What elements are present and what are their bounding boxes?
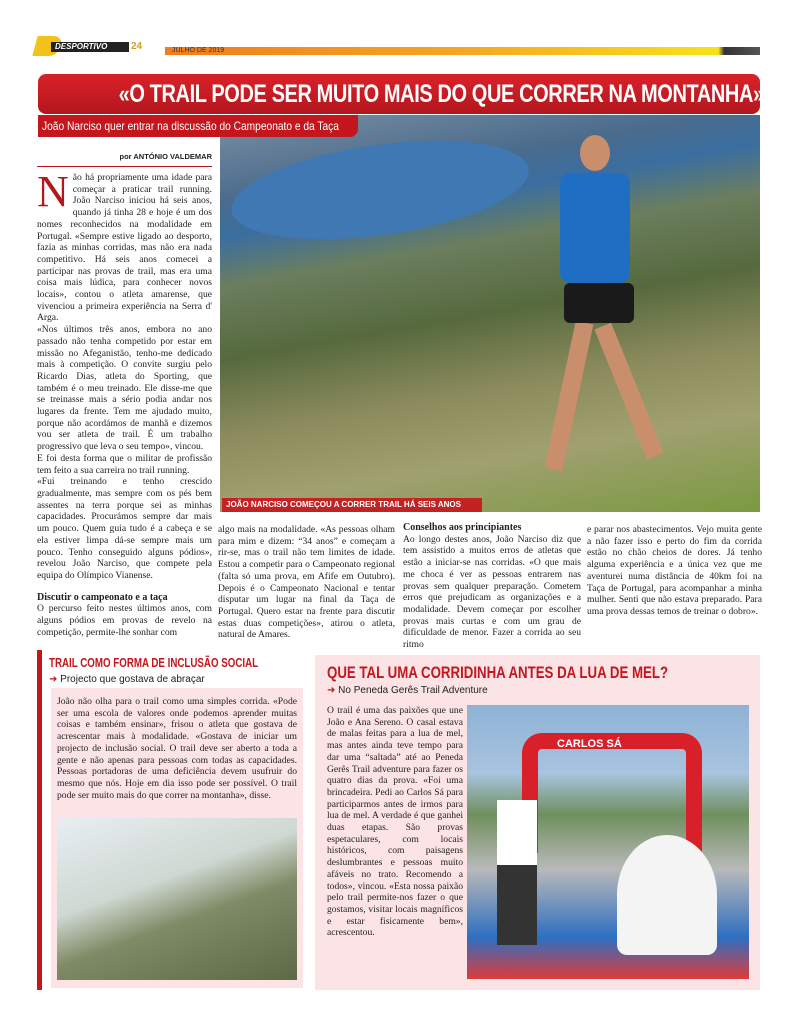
subheadline-text: João Narciso quer entrar na discussão do Campeonato e da Taça: [42, 119, 339, 133]
paragraph: «Nos últimos três anos, embora no ano passado não tenha competido por estar em missão no Afeganistão, tenho-me dedicado mais à competição. O convite surgiu pelo Ricardo Dias, atleta do Sporting, que também é o meu treinado. Ele disse-me que se treinasse mais a sério podia andar nos lugares da frente. Tem me ajudado muito, porque não acordámos de manhã e dizemos vou ser atleta de trail. É um trabalho progressivo que leva o seu tempo», vincou.: [37, 324, 212, 453]
box-title-text: TRAIL COMO FORMA DE INCLUSÃO SOCIAL: [49, 656, 259, 670]
header-bar: [165, 47, 760, 55]
headline: [38, 74, 764, 114]
lake: [225, 125, 535, 256]
newspaper-logo: [35, 36, 153, 56]
section-heading: Conselhos aos principiantes: [403, 522, 522, 533]
groom-figure: [497, 800, 537, 945]
issue-date: JULHO DE 2019: [172, 47, 225, 54]
drop-cap: N: [37, 167, 69, 216]
headline-text: «O TRAIL PODE SER MUITO MAIS DO QUE CORRER NA MONTANHA»: [118, 80, 764, 108]
paragraph: João não olha para o trail como uma simples corrida. «Pode ser uma escola de valores onde podemos aprender muitas coisas e também ensinar», frisou o atleta que gostava de acrescentar mais à modalidade. «Gostava de iniciar um projecto de inclusão social. O trail deve ser aberto a toda a gente e não apenas para pessoas com todas as capacidades. Pessoas portadoras de uma deficiência devem usufruir do mesmo que nós. Hoje em dia isso pode ser possível. O trail pode ser muito mais do que correr na montanha», disse.: [57, 696, 297, 801]
paragraph: Ao longo destes anos, João Narciso diz que tem assistido a muitos erros de atletas que estão a iniciar-se nas corridas. «O que mais me choca é ver as pessoas entrarem nas provas sem qualquer preparação. Cometem erros que prejudicam as organizações e a modalidade. Devem começar por escolher provas mais curtas e com um grau de dificuldade de menor. Fazer a corrida ao seu ritmo: [403, 533, 581, 651]
section-heading: Discutir o campeonato e a taça: [37, 591, 168, 603]
paragraph: E foi desta forma que o militar de profissão tem feito a sua carreira no trail running.: [37, 452, 212, 476]
paragraph: O percurso feito nestes últimos anos, com alguns pódios em provas de revelo na competição, permite-lhe sonhar com: [37, 603, 212, 638]
photo-caption: JOÃO NARCISO COMEÇOU A CORRER TRAIL HÁ SEIS ANOS: [222, 498, 482, 512]
arrow-icon: ➜: [49, 674, 61, 685]
byline: por ANTÓNIO VALDEMAR: [37, 152, 212, 167]
bride-figure: [617, 835, 717, 955]
sidebar-box-honeymoon: [315, 655, 760, 990]
main-photo: [220, 115, 760, 512]
article-column-1: [37, 167, 212, 638]
page-number: 24: [131, 41, 143, 52]
arrow-icon: ➜: [327, 685, 339, 696]
box-subtitle: [49, 674, 205, 685]
box-title: [327, 663, 764, 683]
accent-bar: [37, 650, 42, 990]
arch-banner: CARLOS SÁ: [557, 738, 622, 750]
box-title-text: QUE TAL UMA CORRIDINHA ANTES DA LUA DE MEL?: [327, 663, 669, 682]
box-body: [51, 688, 303, 988]
sidebar-box-inclusion: [37, 650, 303, 990]
box-title: [49, 654, 317, 672]
paragraph: e parar nos abastecimentos. Vejo muita gente a não fazer isso e perto do fim da corrida estão no chão cheios de dores. Já tenho alguma experiência e a única vez que me aventurei numa distância de 40km foi na Taça de Portugal, para acompanhar a minha mulher. Senti que não estava preparado. Para uma prova dessas temos de treinar o dobro».: [587, 524, 762, 617]
paragraph: algo mais na modalidade. «As pessoas olham para mim e dizem: “34 anos” e começam a rir-se, mas o trail não tem limites de idade. Estou a competir para o Campeonato regional (falta só uma prova, em Afife em Outubro). Depois é o Campeonato Nacional e tentar disputar um lugar na final da Taça de Portugal. Quero estar na frente para discutir estas duas competições», atirou o atleta, natural de Amares.: [218, 524, 395, 641]
paragraph: «Fui treinando e tenho crescido gradualmente, mas sempre com os pés bem assentes na terra porque sei as minhas capacidades. Procurámos sempre dar mais um pouco. Quem guia tudo é a cabeça e se ela estiver limpa dá-se sempre mais um pouco. Tenho conseguido alguns pódios», revelou João Narciso, que compete pela equipa do Olímpico Vianense.: [37, 476, 212, 581]
subheadline: [38, 115, 358, 137]
box-subtitle-text: No Peneda Gerês Trail Adventure: [338, 685, 488, 696]
wedding-race-photo: [467, 705, 749, 979]
article-column-4: [587, 524, 762, 618]
article-column-3: [403, 522, 581, 651]
paragraph: O trail é uma das paixões que une João e Ana Sereno. O casal estava de malas feitas para a lua de mel, mas antes ainda teve tempo para dar uma “saltada” até ao Peneda Gerês Trail adventure para fazer os quatro dias da prova. «Foi uma brincadeira. Pedi ao Carlos Sá para participarmos antes de irmos para lua de mel. A verdade é que ganhei duas etapas. São provas espetaculares, com locais históricos, com paisagens deslumbrantes e pessoas muito afáveis no trato. Recomendo a todos», vincou. «Esta nossa paixão pelo trail permite-nos fazer o que gostamos, visitar locais magníficos e estar fisicamente bem», acrescentou.: [327, 705, 463, 939]
runner-figure: [550, 135, 660, 495]
paragraph: ão há propriamente uma idade para começar a praticar trail running. João Narciso iniciou há seis anos, quando já tinha 28 e hoje é um dos nomes reconhecidos na modalidade em Portugal. «Sempre estive ligado ao desporto, fazia as minhas corridas, mas não era nada competitivo. Há seis anos comecei a participar nas provas de trail, mas era uma coisa mais lúdica, para conhecer novos locais», contou o atleta amarense, que vivenciou a primeira experiência na Serra d' Arga.: [37, 172, 212, 324]
box-subtitle: [327, 685, 488, 696]
article-column-2: [218, 524, 395, 641]
section-name: DESPORTIVO: [51, 42, 129, 52]
runner-photo: [57, 818, 297, 980]
box-subtitle-text: Projecto que gostava de abraçar: [60, 674, 205, 685]
